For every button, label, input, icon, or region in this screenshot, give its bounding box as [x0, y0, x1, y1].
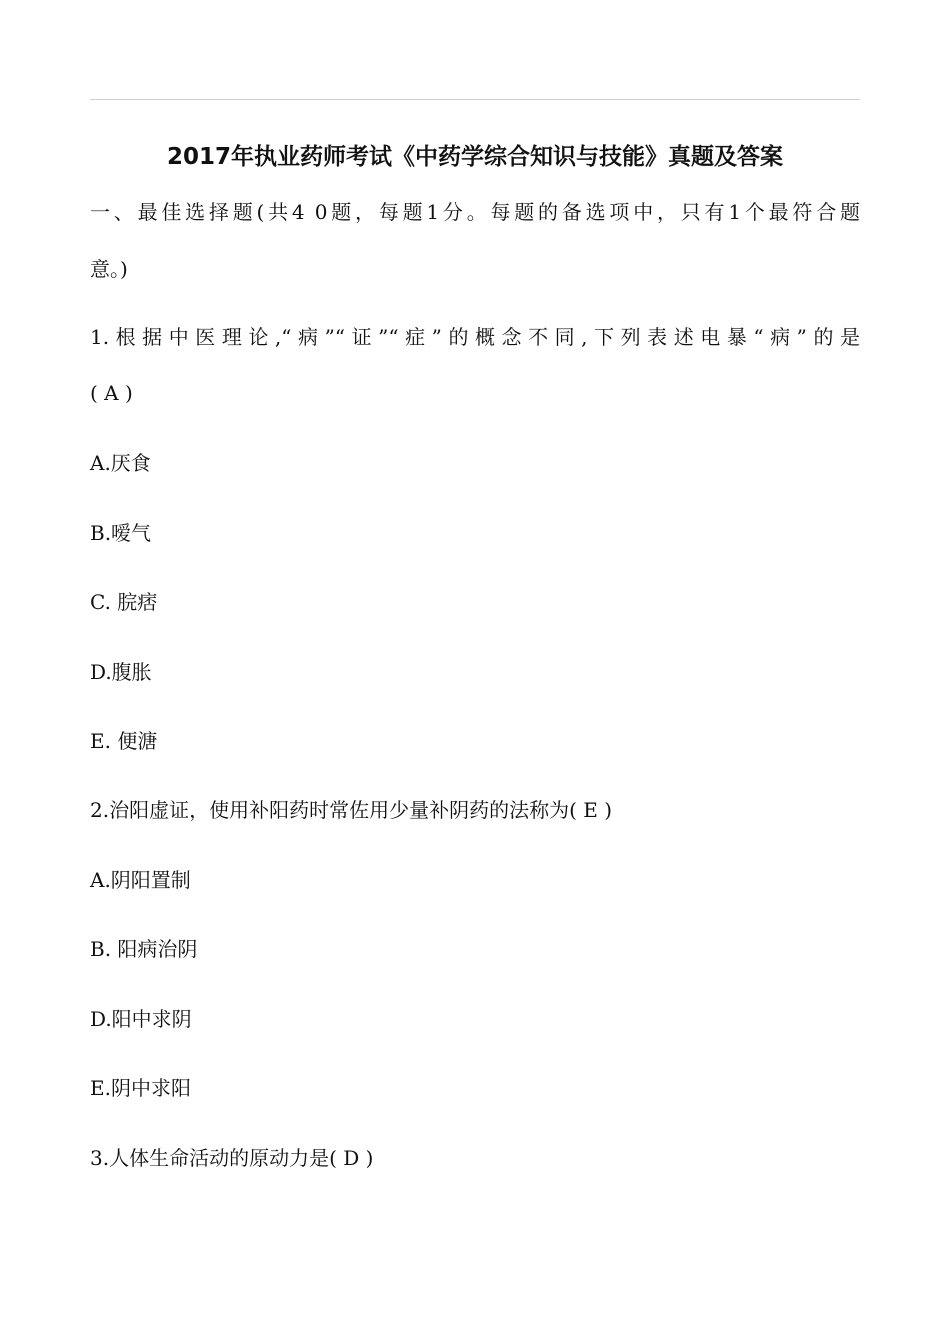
question-2-option-d: D.阳中求阴 [90, 1007, 192, 1031]
question-2-option-a: A.阴阳置制 [90, 868, 191, 892]
section-heading-line2: 意。) [90, 257, 128, 281]
question-2-option-b: B. 阳病治阴 [90, 937, 198, 961]
question-1-stem-line1: 1.根据中医理论,“病”“证”“症”的概念不同,下列表述电暴“病”的是 [90, 325, 860, 349]
question-1-stem-line2: ( A ) [90, 381, 133, 405]
question-1-option-c: C. 脘痞 [90, 590, 158, 614]
question-2-stem: 2.治阳虚证，使用补阳药时常佐用少量补阴药的法称为( E ) [90, 798, 613, 822]
question-1-option-e: E. 便溏 [90, 729, 158, 753]
question-1-option-d: D.腹胀 [90, 660, 152, 684]
question-3-stem: 3.人体生命活动的原动力是( D ) [90, 1146, 374, 1170]
question-1-option-a: A.厌食 [90, 451, 151, 475]
header-divider [90, 99, 860, 100]
question-2-option-e: E.阴中求阳 [90, 1076, 191, 1100]
document-title: 2017年执业药师考试《中药学综合知识与技能》真题及答案 [166, 144, 783, 170]
question-1-option-b: B.嗳气 [90, 521, 152, 545]
section-heading-line1: 一、最佳选择题(共4 0题，每题1分。每题的备选项中，只有1个最符合题 [90, 200, 860, 224]
